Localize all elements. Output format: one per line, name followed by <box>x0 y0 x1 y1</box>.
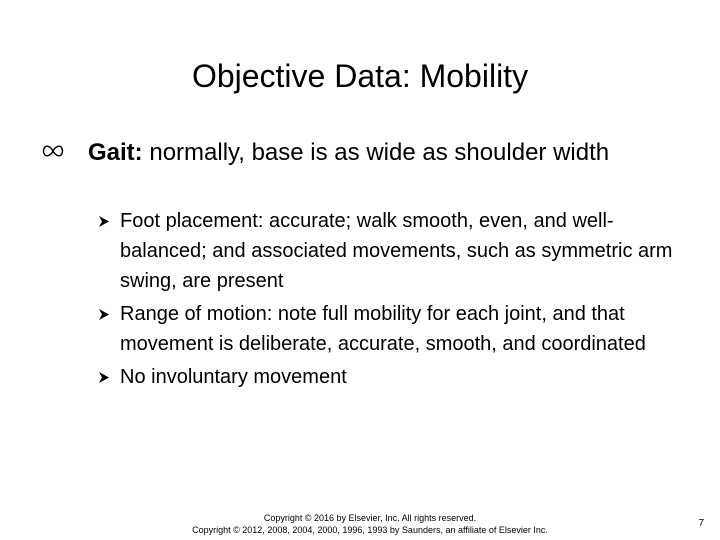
copyright-footer <box>150 512 590 536</box>
copyright-line-1: Copyright © 2016 by Elsevier, Inc. All rights reserved. <box>263 513 477 523</box>
slide-title: Objective Data: Mobility <box>191 58 529 94</box>
arrow-bullet-icon <box>98 308 110 321</box>
arrow-bullet-icon <box>98 215 110 228</box>
infinity-bullet-icon <box>42 144 64 158</box>
sub-bullet-text: No involuntary movement <box>120 366 347 388</box>
main-bullet-text <box>88 136 648 169</box>
sub-bullet-involuntary-movement <box>98 362 678 392</box>
gait-label: Gait: <box>88 139 143 166</box>
copyright-line-2: Copyright © 2012, 2008, 2004, 2000, 1996, 1993 by Saunders, an affiliate of Elsevier Inc. <box>192 525 548 535</box>
sub-bullet-range-of-motion <box>98 299 678 359</box>
sub-bullet-text: Foot placement: accurate; walk smooth, even, and well-balanced; and associated movements, such as symmetric arm swing, are present <box>120 210 673 292</box>
arrow-bullet-icon <box>98 371 110 384</box>
sub-bullet-text: Range of motion: note full mobility for each joint, and that movement is deliberate, accurate, smooth, and coordinated <box>120 303 646 355</box>
sub-bullet-foot-placement <box>98 206 678 296</box>
page-number: 7 <box>698 518 704 529</box>
gait-description: normally, base is as wide as shoulder width <box>142 139 610 166</box>
sub-bullet-list <box>98 206 678 395</box>
